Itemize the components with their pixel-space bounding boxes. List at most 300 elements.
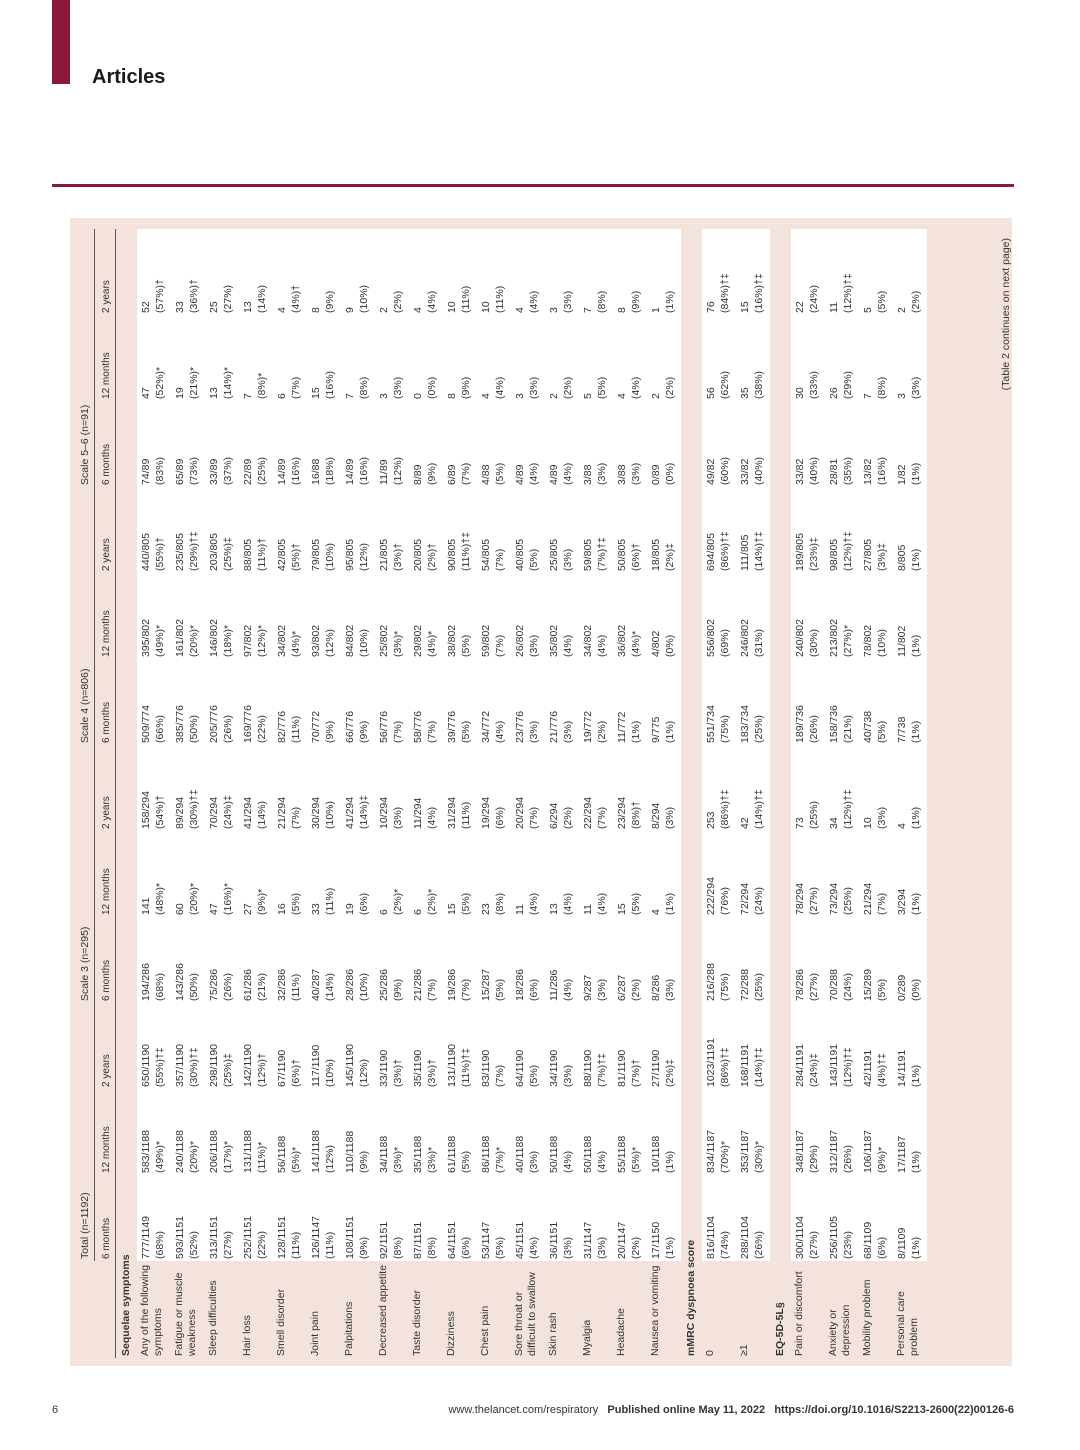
table-cell xyxy=(273,917,307,1003)
cell-count: 834/1187 xyxy=(705,1129,717,1173)
cell-percent: (0%) xyxy=(426,376,438,399)
cell-count: 22/89 xyxy=(242,458,254,485)
section-header-row xyxy=(681,229,702,1358)
table-cell xyxy=(137,659,171,745)
table-cell xyxy=(205,573,239,659)
table-cell xyxy=(613,831,647,917)
cell-percent: (4%) xyxy=(528,290,540,313)
cell-percent: (30%)†‡ xyxy=(188,1047,200,1087)
table-cell xyxy=(702,229,736,315)
cell-count: 13 xyxy=(242,301,254,313)
cell-count: 11 xyxy=(514,904,526,915)
table-cell xyxy=(825,315,859,401)
cell-count: 10/1188 xyxy=(650,1135,662,1173)
section-title: Articles xyxy=(92,66,166,88)
table-cell xyxy=(239,745,273,831)
cell-percent: (69%) xyxy=(719,628,731,657)
table-cell xyxy=(273,401,307,487)
cell-percent: (26%) xyxy=(753,1230,765,1259)
cell-count: 650/1190 xyxy=(140,1043,152,1087)
cell-count: 23/776 xyxy=(514,710,526,743)
cell-percent: (2%)* xyxy=(392,888,404,915)
table-cell xyxy=(341,315,375,401)
table-cell xyxy=(341,573,375,659)
cell-percent: (3%)† xyxy=(392,542,404,571)
cell-count: 10 xyxy=(480,301,492,313)
table-cell xyxy=(791,573,825,659)
table-cell xyxy=(647,1003,681,1089)
row-label: Smell disorder xyxy=(273,1261,307,1358)
cell-percent: (11%) xyxy=(290,715,302,743)
table-cell xyxy=(443,1089,477,1175)
table-cell xyxy=(307,1175,341,1261)
cell-count: 4 xyxy=(276,307,288,313)
cell-count: 8/805 xyxy=(896,544,908,571)
cell-percent: (7%) xyxy=(460,462,472,485)
cell-count: 18/286 xyxy=(514,968,526,1001)
table-cell xyxy=(647,917,681,1003)
cell-count: 158/294 xyxy=(140,791,152,829)
cell-percent: (25%) xyxy=(753,972,765,1001)
table-row xyxy=(702,229,736,1358)
table-cell xyxy=(859,745,893,831)
cell-percent: (26%) xyxy=(222,972,234,1001)
cell-percent: (7%)† xyxy=(630,1058,642,1087)
table-cell xyxy=(613,487,647,573)
table-cell xyxy=(859,1089,893,1175)
cell-percent: (5%)† xyxy=(290,542,302,571)
cell-percent: (5%) xyxy=(460,720,472,743)
cell-count: 11/802 xyxy=(896,625,908,657)
cell-count: 5 xyxy=(862,307,874,313)
cell-count: 25 xyxy=(208,301,220,313)
cell-percent: (27%) xyxy=(808,1230,820,1259)
cell-count: 8 xyxy=(310,307,322,313)
row-label: Any of the following symptoms xyxy=(137,1261,171,1358)
cell-percent: (16%)†‡ xyxy=(753,273,765,313)
cell-count: 11/286 xyxy=(548,969,560,1001)
table-cell xyxy=(859,573,893,659)
cell-count: 18/805 xyxy=(650,538,662,571)
table-cell xyxy=(205,487,239,573)
cell-percent: (9%)* xyxy=(876,1146,888,1173)
table-cell xyxy=(702,487,736,573)
cell-count: 143/1191 xyxy=(828,1043,840,1087)
cell-count: 86/1188 xyxy=(480,1135,492,1173)
cell-count: 72/288 xyxy=(739,968,751,1001)
cell-count: 16 xyxy=(276,903,288,915)
table-cell xyxy=(511,1003,545,1089)
cell-percent: (5%) xyxy=(494,1236,506,1259)
cell-count: 22 xyxy=(794,301,806,313)
cell-percent: (1%) xyxy=(910,1064,922,1087)
cell-count: 313/1151 xyxy=(208,1215,220,1259)
footer-url[interactable]: www.thelancet.com/respiratory xyxy=(448,1404,599,1416)
cell-percent: (9%) xyxy=(324,290,336,313)
table-cell xyxy=(859,659,893,745)
cell-count: 32/286 xyxy=(276,968,288,1001)
cell-count: 7 xyxy=(862,393,874,399)
table-cell xyxy=(647,659,681,745)
table-cell xyxy=(702,401,736,487)
table-cell xyxy=(307,831,341,917)
cell-percent: (36%)† xyxy=(188,279,200,313)
table-cell xyxy=(341,1175,375,1261)
table-cell xyxy=(545,487,579,573)
table-cell xyxy=(579,1175,613,1261)
cell-percent: (11%)†‡ xyxy=(460,532,472,571)
cell-count: 10 xyxy=(446,301,458,313)
table-cell xyxy=(205,1089,239,1175)
cell-count: 22/294 xyxy=(582,796,594,829)
cell-percent: (9%) xyxy=(460,376,472,399)
table-cell xyxy=(477,745,511,831)
table-cell xyxy=(579,401,613,487)
table-cell xyxy=(893,917,927,1003)
cell-percent: (20%)* xyxy=(188,882,200,915)
cell-count: 47 xyxy=(140,387,152,399)
table-cell xyxy=(613,401,647,487)
cell-count: 61/1188 xyxy=(446,1135,458,1173)
cell-percent: (24%) xyxy=(842,972,854,1001)
cell-percent: (2%) xyxy=(664,376,676,399)
cell-count: 95/805 xyxy=(344,538,356,571)
table-cell xyxy=(307,573,341,659)
table-cell xyxy=(443,917,477,1003)
cell-percent: (9%) xyxy=(358,1150,370,1173)
table-cell xyxy=(409,1089,443,1175)
cell-percent: (1%) xyxy=(630,720,642,743)
cell-count: 117/1190 xyxy=(310,1044,322,1087)
cell-percent: (5%) xyxy=(290,892,302,915)
table-cell xyxy=(702,659,736,745)
cell-percent: (20%)* xyxy=(188,1140,200,1173)
cell-count: 158/736 xyxy=(828,705,840,743)
cell-percent: (16%) xyxy=(876,456,888,485)
table-cell xyxy=(239,917,273,1003)
cell-count: 70/772 xyxy=(310,710,322,743)
cell-count: 11/772 xyxy=(616,711,628,743)
table-row xyxy=(579,229,613,1358)
table-cell xyxy=(409,401,443,487)
subheader: 12 months xyxy=(95,315,116,401)
cell-percent: (4%) xyxy=(528,892,540,915)
table-cell xyxy=(443,1003,477,1089)
cell-count: 19 xyxy=(344,903,356,915)
table-cell xyxy=(239,1175,273,1261)
footer-doi[interactable]: https://doi.org/10.1016/S2213-2600(22)00126-6 xyxy=(774,1404,1014,1416)
cell-count: 50/1188 xyxy=(582,1135,594,1173)
table-cell xyxy=(375,1175,409,1261)
cell-count: 65/89 xyxy=(174,458,186,485)
cell-percent: (17%)* xyxy=(222,1140,234,1173)
table-cell xyxy=(736,401,770,487)
table-cell xyxy=(273,487,307,573)
cell-percent: (2%) xyxy=(596,720,608,743)
cell-percent: (74%) xyxy=(719,1230,731,1259)
cell-count: 1023/1191 xyxy=(705,1038,717,1087)
cell-count: 31/294 xyxy=(446,796,458,829)
cell-count: 35/1188 xyxy=(412,1135,424,1173)
cell-percent: (3%) xyxy=(392,376,404,399)
table-cell xyxy=(579,831,613,917)
cell-count: 194/286 xyxy=(140,963,152,1001)
table-cell xyxy=(545,401,579,487)
table-cell xyxy=(791,487,825,573)
table-cell xyxy=(273,745,307,831)
cell-count: 4/88 xyxy=(480,464,492,485)
table-cell xyxy=(375,401,409,487)
cell-percent: (10%) xyxy=(358,628,370,657)
cell-percent: (9%)* xyxy=(256,888,268,915)
cell-count: 16/88 xyxy=(310,458,322,485)
cell-percent: (4%)† xyxy=(290,284,302,313)
cell-count: 42/805 xyxy=(276,538,288,571)
cell-percent: (5%) xyxy=(460,634,472,657)
table-cell xyxy=(171,315,205,401)
table-cell xyxy=(736,229,770,315)
table-cell xyxy=(477,487,511,573)
cell-percent: (0%) xyxy=(664,462,676,485)
table-cell xyxy=(893,1089,927,1175)
cell-percent: (18%) xyxy=(324,456,336,485)
table-cell xyxy=(859,1003,893,1089)
table-cell xyxy=(613,1175,647,1261)
cell-count: 3/294 xyxy=(896,888,908,915)
cell-percent: (3%) xyxy=(596,462,608,485)
table-cell xyxy=(171,745,205,831)
table-cell xyxy=(893,229,927,315)
cell-count: 440/805 xyxy=(140,533,152,571)
table-cell xyxy=(341,1089,375,1175)
table-cell xyxy=(613,745,647,831)
cell-percent: (7%)* xyxy=(494,1146,506,1173)
table-cell xyxy=(791,229,825,315)
cell-percent: (50%) xyxy=(188,714,200,743)
table-cell xyxy=(239,831,273,917)
cell-percent: (62%) xyxy=(719,370,731,399)
cell-percent: (21%) xyxy=(256,972,268,1001)
cell-percent: (49%)* xyxy=(154,624,166,657)
cell-percent: (10%) xyxy=(324,542,336,571)
cell-count: 11/294 xyxy=(412,797,424,829)
cell-percent: (12%)†‡ xyxy=(842,531,854,571)
cell-percent: (52%) xyxy=(188,1230,200,1259)
table-cell xyxy=(341,401,375,487)
cell-percent: (7%) xyxy=(290,376,302,399)
cell-percent: (9%) xyxy=(324,720,336,743)
cell-percent: (37%) xyxy=(222,456,234,485)
cell-percent: (2%) xyxy=(630,978,642,1001)
cell-percent: (11%)* xyxy=(256,1141,268,1173)
table-cell xyxy=(613,1003,647,1089)
cell-percent: (3%) xyxy=(562,1064,574,1087)
row-label: Chest pain xyxy=(477,1261,511,1358)
table-cell xyxy=(137,229,171,315)
table-cell xyxy=(273,315,307,401)
cell-percent: (5%) xyxy=(876,720,888,743)
cell-percent: (55%)† xyxy=(154,537,166,571)
table-cell xyxy=(736,573,770,659)
cell-count: 40/287 xyxy=(310,968,322,1001)
cell-percent: (22%) xyxy=(256,714,268,743)
cell-count: 40/805 xyxy=(514,538,526,571)
cell-count: 98/805 xyxy=(828,538,840,571)
cell-count: 93/802 xyxy=(310,624,322,657)
cell-count: 30 xyxy=(794,387,806,399)
cell-count: 106/1187 xyxy=(862,1129,874,1173)
section-title: EQ-5D-5L§ xyxy=(774,1302,786,1356)
cell-count: 33/1190 xyxy=(378,1049,390,1087)
cell-percent: (1%) xyxy=(910,548,922,571)
table-cell xyxy=(409,229,443,315)
cell-percent: (21%) xyxy=(842,714,854,743)
cell-count: 75/286 xyxy=(208,968,220,1001)
cell-count: 38/802 xyxy=(446,624,458,657)
table-cell xyxy=(579,745,613,831)
table-cell xyxy=(443,229,477,315)
table-cell xyxy=(859,487,893,573)
cell-count: 2 xyxy=(650,393,662,399)
cell-percent: (49%)* xyxy=(154,1140,166,1173)
cell-percent: (23%) xyxy=(842,1230,854,1259)
table-cell xyxy=(647,401,681,487)
cell-percent: (5%)* xyxy=(290,1146,302,1173)
table-row xyxy=(791,229,825,1358)
table-cell xyxy=(702,315,736,401)
table-cell xyxy=(791,1003,825,1089)
cell-percent: (7%)†‡ xyxy=(596,537,608,571)
cell-count: 131/1188 xyxy=(242,1129,254,1173)
table-cell xyxy=(579,573,613,659)
rotated-table-container xyxy=(70,218,1012,1366)
table-cell xyxy=(273,659,307,745)
table-cell xyxy=(859,315,893,401)
table-cell xyxy=(341,1003,375,1089)
cell-count: 0 xyxy=(412,393,424,399)
cell-count: 141 xyxy=(140,897,152,915)
cell-count: 556/802 xyxy=(705,619,717,657)
cell-count: 25/802 xyxy=(378,624,390,657)
cell-percent: (84%)†‡ xyxy=(719,273,731,313)
table-cell xyxy=(545,659,579,745)
table-cell xyxy=(375,1003,409,1089)
cell-count: 66/776 xyxy=(344,710,356,743)
cell-percent: (7%) xyxy=(290,806,302,829)
cell-count: 357/1190 xyxy=(174,1043,186,1087)
accent-bar xyxy=(52,0,70,84)
cell-count: 146/802 xyxy=(208,619,220,657)
cell-percent: (4%) xyxy=(426,806,438,829)
cell-count: 59/805 xyxy=(582,538,594,571)
cell-count: 70/288 xyxy=(828,968,840,1001)
cell-percent: (50%) xyxy=(188,972,200,1001)
cell-count: 0/289 xyxy=(896,974,908,1001)
cell-count: 21/294 xyxy=(276,796,288,829)
subheader: 12 months xyxy=(95,573,116,659)
cell-percent: (2%)‡ xyxy=(664,542,676,571)
cell-percent: (70%)* xyxy=(719,1140,731,1173)
cell-percent: (4%) xyxy=(562,892,574,915)
table-cell xyxy=(511,1175,545,1261)
table-cell xyxy=(893,831,927,917)
cell-count: 161/802 xyxy=(174,619,186,657)
cell-percent: (1%) xyxy=(664,290,676,313)
cell-percent: (3%) xyxy=(664,806,676,829)
cell-percent: (6%) xyxy=(528,978,540,1001)
table-row xyxy=(205,229,239,1358)
table-cell xyxy=(375,831,409,917)
table-cell xyxy=(443,315,477,401)
table-cell xyxy=(647,229,681,315)
cell-percent: (11%) xyxy=(290,973,302,1001)
cell-count: 189/805 xyxy=(794,533,806,571)
cell-count: 395/802 xyxy=(140,619,152,657)
cell-percent: (2%)‡ xyxy=(664,1058,676,1087)
cell-percent: (68%) xyxy=(154,1230,166,1259)
table-cell xyxy=(791,1089,825,1175)
table-cell xyxy=(443,659,477,745)
table-cell xyxy=(375,229,409,315)
cell-count: 284/1191 xyxy=(794,1043,806,1087)
table-cell xyxy=(859,1175,893,1261)
cell-count: 67/1190 xyxy=(276,1049,288,1087)
cell-count: 4 xyxy=(896,823,908,829)
table-row xyxy=(825,229,859,1358)
table-cell xyxy=(273,831,307,917)
cell-count: 33/82 xyxy=(739,458,751,485)
table-cell xyxy=(647,745,681,831)
table-cell xyxy=(171,831,205,917)
table-row xyxy=(613,229,647,1358)
cell-percent: (4%) xyxy=(596,634,608,657)
row-label: Personal care problem xyxy=(893,1261,927,1358)
cell-percent: (12%)† xyxy=(256,1053,268,1087)
table-cell xyxy=(307,1003,341,1089)
cell-count: 19/772 xyxy=(582,710,594,743)
cell-count: 21/294 xyxy=(862,882,874,915)
cell-percent: (8%) xyxy=(392,1236,404,1259)
table-cell xyxy=(477,831,511,917)
cell-percent: (16%) xyxy=(324,370,336,399)
table-cell xyxy=(273,229,307,315)
footer-citation xyxy=(448,1404,1014,1416)
cell-count: 34/802 xyxy=(276,624,288,657)
cell-percent: (23%)‡ xyxy=(808,537,820,571)
table-cell xyxy=(341,831,375,917)
cell-percent: (2%)† xyxy=(426,542,438,571)
cell-count: 131/1190 xyxy=(446,1043,458,1087)
cell-percent: (12%) xyxy=(358,542,370,571)
cell-percent: (12%)†‡ xyxy=(842,1047,854,1087)
cell-percent: (6%)† xyxy=(290,1058,302,1087)
table-cell xyxy=(545,315,579,401)
continues-note: (Table 2 continues on next page) xyxy=(1000,238,1012,391)
cell-percent: (6%) xyxy=(876,1236,888,1259)
cell-percent: (40%) xyxy=(753,456,765,485)
cell-percent: (4%)†‡ xyxy=(876,1053,888,1087)
cell-percent: (3%)* xyxy=(426,1146,438,1173)
table-cell xyxy=(736,745,770,831)
table-cell xyxy=(273,1175,307,1261)
table-cell xyxy=(307,659,341,745)
table-cell xyxy=(205,1003,239,1089)
row-label: Headache xyxy=(613,1261,647,1358)
table-cell xyxy=(579,229,613,315)
cell-percent: (1%) xyxy=(910,806,922,829)
table-cell xyxy=(443,1175,477,1261)
cell-percent: (7%) xyxy=(528,806,540,829)
